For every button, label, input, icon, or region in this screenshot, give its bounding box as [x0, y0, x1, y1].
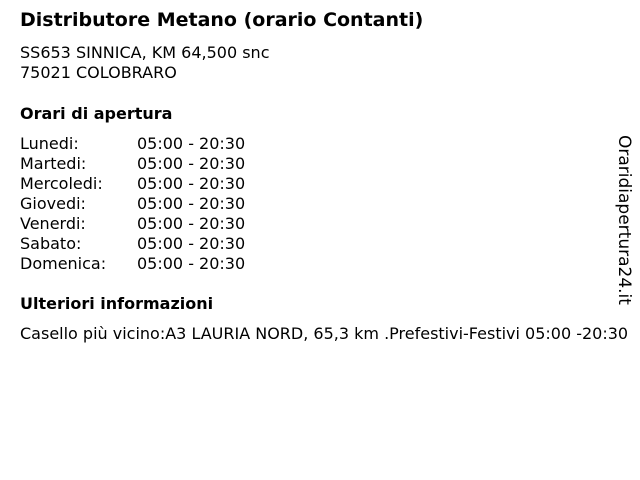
more-info-heading: Ulteriori informazioni — [20, 294, 214, 313]
site-watermark: Oraridiapertura24.it — [614, 135, 634, 305]
day-label: Venerdi: — [20, 214, 86, 233]
hours-row-saturday — [20, 234, 280, 254]
day-label: Martedi: — [20, 154, 87, 173]
address-city: 75021 COLOBRARO — [20, 63, 177, 82]
station-title: Distributore Metano (orario Contanti) — [20, 9, 424, 31]
day-label: Domenica: — [20, 254, 107, 273]
opening-hours-table — [20, 134, 280, 274]
day-label: Giovedi: — [20, 194, 86, 213]
station-address — [20, 43, 269, 83]
hours-row-monday — [20, 134, 280, 154]
day-hours: 05:00 - 20:30 — [137, 134, 246, 153]
day-hours: 05:00 - 20:30 — [137, 254, 246, 273]
day-hours: 05:00 - 20:30 — [137, 214, 246, 233]
address-street: SS653 SINNICA, KM 64,500 snc — [20, 43, 270, 62]
hours-row-friday — [20, 214, 280, 234]
day-label: Mercoledi: — [20, 174, 103, 193]
opening-hours-heading: Orari di apertura — [20, 104, 173, 123]
more-info-text: Casello più vicino:A3 LAURIA NORD, 65,3 km .Prefestivi-Festivi 05:00 -20:30 — [20, 324, 629, 343]
day-hours: 05:00 - 20:30 — [137, 194, 246, 213]
day-hours: 05:00 - 20:30 — [137, 174, 246, 193]
day-hours: 05:00 - 20:30 — [137, 154, 246, 173]
day-label: Lunedi: — [20, 134, 79, 153]
hours-row-sunday — [20, 254, 280, 274]
hours-row-tuesday — [20, 154, 280, 174]
hours-row-wednesday — [20, 174, 280, 194]
day-hours: 05:00 - 20:30 — [137, 234, 246, 253]
day-label: Sabato: — [20, 234, 82, 253]
hours-row-thursday — [20, 194, 280, 214]
